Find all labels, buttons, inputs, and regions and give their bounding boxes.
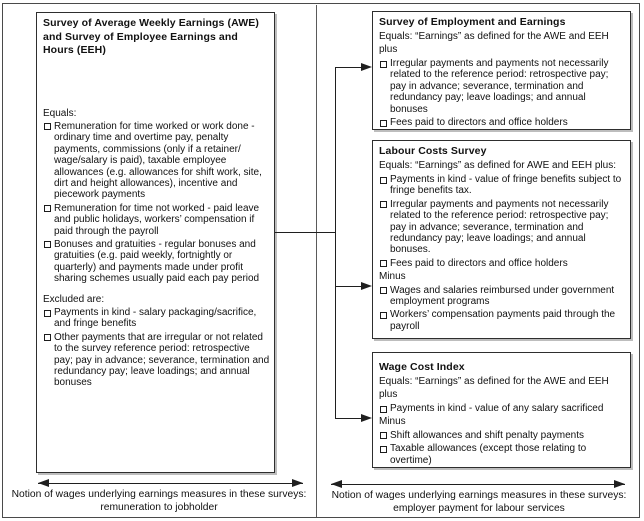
excluded-list — [43, 307, 270, 389]
bullet-item: Workers’ compensation payments paid through the payroll — [379, 309, 624, 332]
employment-earnings-title: Survey of Employment and Earnings — [379, 16, 566, 28]
bullet-item: Irregular payments and payments not necessarily related to the reference period: retrospective pay; pay in advance; severance, termination and redundancy pay; leave loadings; and annual bonuses — [379, 58, 624, 115]
arrow-to-employment-box-icon — [361, 63, 372, 71]
right-span-double-arrow-icon — [331, 484, 625, 485]
bullet-item: Other payments that are irregular or not related to the survey reference period: retrospective pay; pay in advance; severance, termination and redundancy pay; leave loadings; and annual bonuses — [43, 332, 270, 389]
right-caption-line1: Notion of wages underlying earnings measures in these surveys: — [331, 490, 627, 501]
labour-costs-title: Labour Costs Survey — [379, 145, 487, 157]
excluded-label: Excluded are: — [43, 293, 105, 305]
connector-to-labour-costs-box — [335, 286, 363, 287]
employment-earnings-list — [379, 58, 624, 128]
wage-cost-index-title: Wage Cost Index — [379, 361, 465, 373]
center-divider-line — [316, 5, 317, 517]
right-caption — [322, 490, 636, 515]
bullet-item: Fees paid to directors and office holders — [379, 258, 624, 269]
left-caption-line1: Notion of wages underlying earnings measures in these surveys: — [11, 489, 307, 500]
labour-costs-intro: Equals: “Earnings” as defined for AWE and EEH plus: — [379, 160, 616, 171]
employment-earnings-intro: Equals: “Earnings” as defined for the AWE and EEH plus — [379, 31, 609, 55]
wage-cost-index-intro: Equals: “Earnings” as defined for the AWE and EEH plus — [379, 376, 609, 400]
bullet-item: Shift allowances and shift penalty payments — [379, 430, 624, 441]
right-caption-line2: employer payment for labour services — [393, 502, 565, 514]
connector-trunk-line — [335, 67, 336, 419]
equals-list — [43, 121, 270, 285]
employment-earnings-box — [372, 11, 631, 130]
bullet-item: Payments in kind - value of any salary sacrificed — [379, 403, 624, 414]
awe-eeh-title: Survey of Average Weekly Earnings (AWE) and Survey of Employee Earnings and Hours (EEH) — [43, 17, 259, 56]
left-caption — [8, 489, 310, 514]
bullet-item: Taxable allowances (except those relating to overtime) — [379, 443, 624, 466]
wage-cost-index-plus-list — [379, 403, 624, 414]
connector-to-wage-cost-index-box — [335, 418, 363, 419]
bullet-item: Payments in kind - salary packaging/sacrifice, and fringe benefits — [43, 307, 270, 330]
awe-eeh-box — [36, 12, 275, 473]
left-caption-line2: remuneration to jobholder — [100, 501, 218, 513]
wage-cost-index-box — [372, 352, 631, 468]
labour-costs-minus-label: Minus — [379, 271, 406, 283]
bullet-item: Irregular payments and payments not necessarily related to the reference period: retrospective pay; pay in advance; severance, termination and redundancy pay; leave loadings; and annual bonuses. — [379, 199, 624, 256]
labour-costs-box — [372, 140, 631, 339]
equals-label: Equals: — [43, 107, 77, 119]
bullet-item: Remuneration for time worked or work done - ordinary time and overtime pay, penalty payments, commissions (only if a retainer/ wage/salary is paid), taxable employee allowances (e.g. allowances for shift work, site, dirt and height allowances), incentive and piecework payments — [43, 121, 270, 201]
wage-cost-index-minus-label: Minus — [379, 416, 406, 428]
bullet-item: Payments in kind - value of fringe benefits subject to fringe benefits tax. — [379, 174, 624, 197]
arrow-to-labour-costs-box-icon — [361, 282, 372, 290]
bullet-item: Wages and salaries reimbursed under government employment programs — [379, 285, 624, 308]
bullet-item: Fees paid to directors and office holders — [379, 117, 624, 128]
connector-from-left-box — [275, 232, 336, 233]
wage-cost-index-minus-list — [379, 430, 624, 466]
bullet-item: Remuneration for time not worked - paid leave and public holidays, workers’ compensation if paid through the payroll — [43, 203, 270, 237]
bullet-item: Bonuses and gratuities - regular bonuses and gratuities (e.g. paid weekly, fortnightly or quarterly) and payments made under profit sharing schemes usually paid each pay period — [43, 239, 270, 285]
left-span-double-arrow-icon — [38, 483, 303, 484]
arrow-to-wage-cost-index-box-icon — [361, 414, 372, 422]
labour-costs-minus-list — [379, 285, 624, 333]
labour-costs-plus-list — [379, 174, 624, 269]
connector-to-employment-box — [335, 67, 363, 68]
